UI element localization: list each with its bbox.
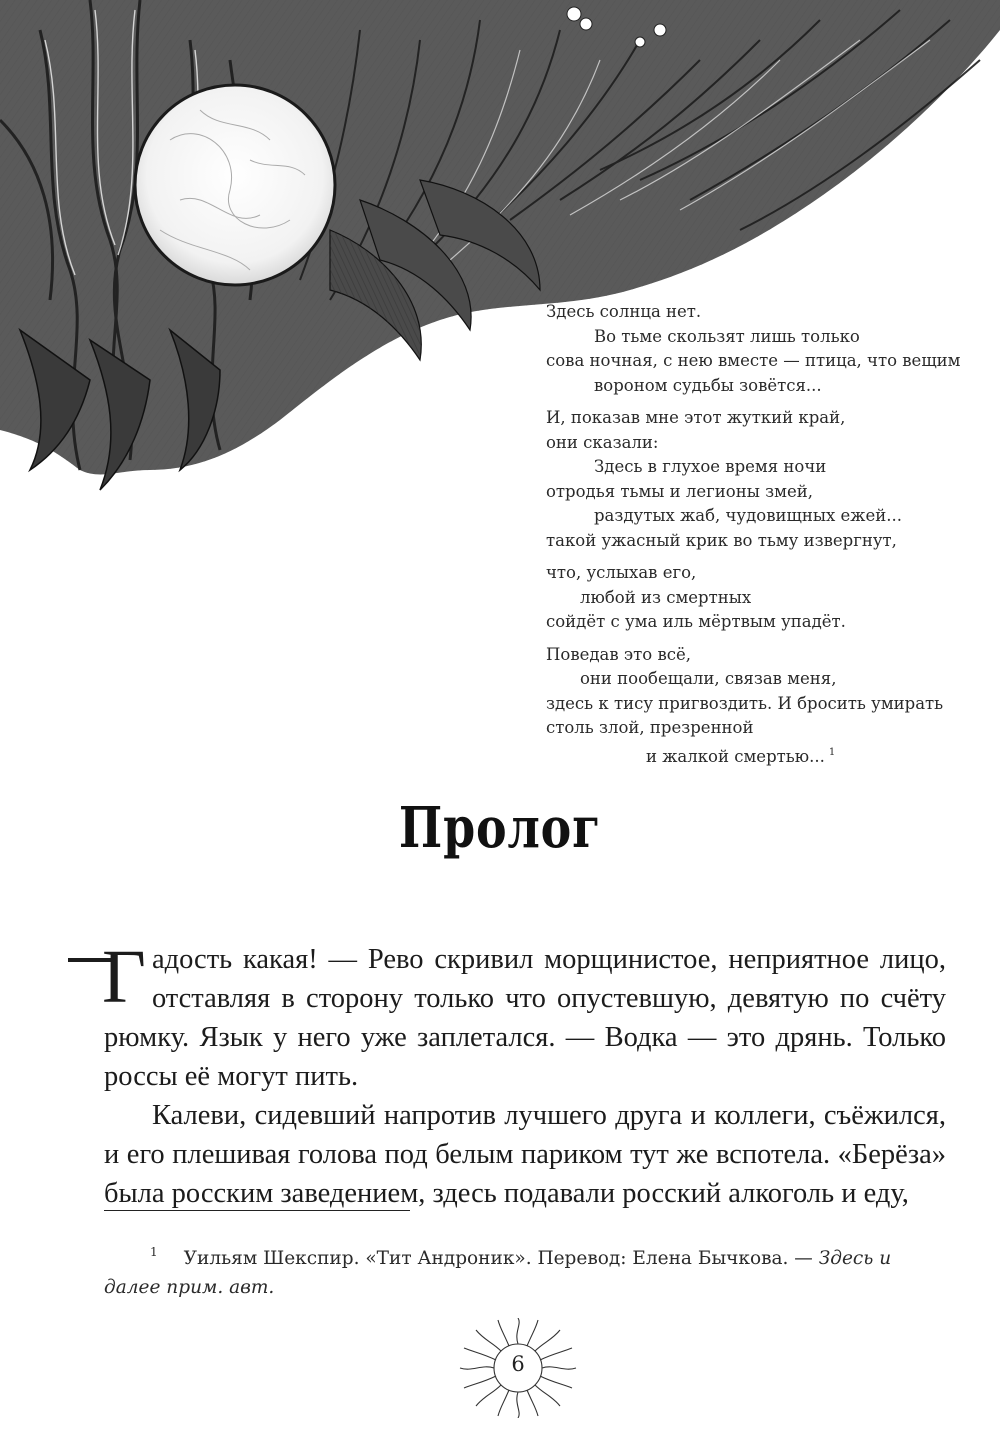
epigraph-line: что, услыхав его, [546,563,697,582]
epigraph-line: вороном судьбы зовётся... [594,375,822,395]
footnote-text: Уильям Шекспир. «Тит Андроник». Перевод: Елена Бычкова. — [183,1248,819,1269]
footnote-divider [104,1210,410,1211]
footnote-italic: Здесь и далее прим. авт. [104,1248,892,1298]
epigraph-stanza [546,300,966,398]
epigraph-line: Здесь в глухое время ночи [594,457,827,476]
page-number: 6 [511,1352,525,1376]
footnote [104,1238,946,1302]
paragraph: Калеви, сидевший напротив лучшего друга и коллеги, съёжился, и его плешивая голова под белым париком тут же вспотела. «Берёза» была росским заведением, здесь подавали росский алкоголь и еду, [104,1100,946,1209]
epigraph-stanza [546,643,966,770]
moon-illustration [135,85,335,285]
epigraph [546,300,966,777]
epigraph-line: раздутых жаб, чудовищных ежей... [594,506,902,525]
footnote-reference[interactable]: 1 [828,746,836,758]
epigraph-line: Поведав это всё, [546,644,691,664]
epigraph-line: такой ужасный крик во тьму извергнут, [546,530,897,550]
epigraph-line: они пообещали, связав меня, [580,669,837,688]
epigraph-line: Здесь солнца нет. [546,302,702,321]
paragraph [102,935,946,1096]
epigraph-line: отродья тьмы и легионы змей, [546,481,813,501]
body-text [102,935,946,1213]
epigraph-line: здесь к тису пригвоздить. И бросить умирать [546,693,944,713]
footnote-number: 1 [150,1245,158,1259]
epigraph-line: Во тьме скользят лишь только [594,326,860,346]
drop-cap: Г [102,935,146,1019]
epigraph-line: любой из смертных [580,587,752,607]
epigraph-line: сова ночная, с нею вместе — птица, что вещим [546,351,961,370]
chapter-title: Пролог [398,795,602,861]
epigraph-line: они сказали: [546,432,659,452]
epigraph-line: сойдёт с ума иль мёртвым упадёт. [546,612,846,631]
epigraph-line-last [546,741,966,770]
epigraph-stanza [546,561,966,635]
epigraph-line: И, показав мне этот жуткий край, [546,408,846,427]
epigraph-line: столь злой, презренной [546,718,754,737]
epigraph-stanza [546,406,966,553]
paragraph-text: адость какая! — Рево скривил морщинистое, неприятное лицо, отставляя в сторону только что опустевшую, девятую по счёту рюмку. Язык у него уже заплетался. — Водка — это дрянь. Только россы её могут пить. [104,944,946,1092]
epigraph-line: и жалкой смертью... [646,746,825,766]
